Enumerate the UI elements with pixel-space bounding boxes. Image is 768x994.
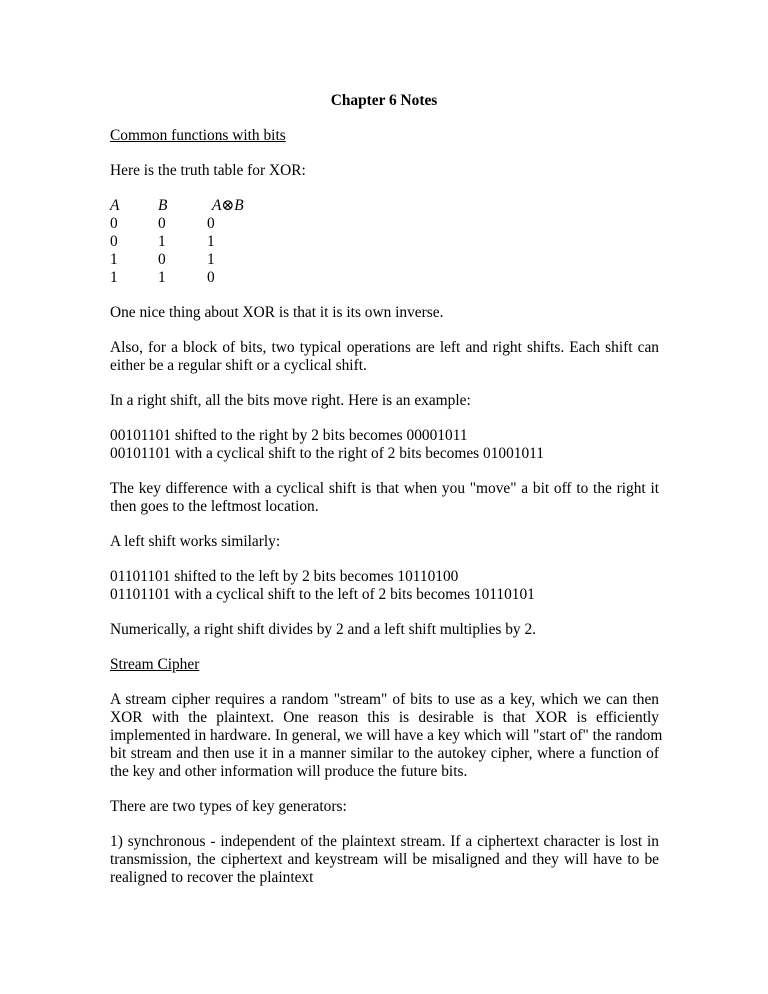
truth-table-cell: 0 xyxy=(207,215,215,232)
page-title: Chapter 6 Notes xyxy=(330,92,438,109)
truth-table-header-xor: A⊗B xyxy=(212,197,244,214)
paragraph-right-shift: In a right shift, all the bits move right. Here is an example: xyxy=(110,392,471,409)
paragraph-line: bit stream and then use it in a manner similar to the autokey cipher, where a function of xyxy=(110,745,659,762)
paragraph-numeric: Numerically, a right shift divides by 2 and a left shift multiplies by 2. xyxy=(110,621,537,638)
paragraph-line: realigned to recover the plaintext xyxy=(110,869,314,886)
truth-table-cell: 0 xyxy=(158,215,166,232)
truth-table-cell: 1 xyxy=(158,233,166,250)
paragraph-line: either be a regular shift or a cyclical shift. xyxy=(110,357,367,374)
truth-table-cell: 0 xyxy=(158,251,166,268)
paragraph-line: the key and other information will produce the future bits. xyxy=(110,763,468,780)
truth-table-cell: 1 xyxy=(158,269,166,286)
paragraph-line: then goes to the leftmost location. xyxy=(110,498,319,515)
paragraph-line: A stream cipher requires a random "stream" of bits to use as a key, which we can then xyxy=(110,691,659,708)
truth-table-cell: 1 xyxy=(110,269,118,286)
truth-table-cell: 1 xyxy=(207,251,215,268)
section-heading-common-functions: Common functions with bits xyxy=(110,127,286,144)
paragraph-line: Also, for a block of bits, two typical operations are left and right shifts. Each shift can xyxy=(110,339,659,356)
example-line: 00101101 shifted to the right by 2 bits becomes 00001011 xyxy=(110,427,468,444)
paragraph-left-shift: A left shift works similarly: xyxy=(110,533,281,550)
truth-table-header-a: A xyxy=(110,197,120,214)
paragraph-line: 1) synchronous - independent of the plaintext stream. If a ciphertext character is lost in xyxy=(110,833,659,850)
section-heading-stream-cipher: Stream Cipher xyxy=(110,656,200,673)
paragraph-key-generators: There are two types of key generators: xyxy=(110,798,347,815)
truth-table-header-b: B xyxy=(158,197,168,214)
truth-table-cell: 0 xyxy=(110,233,118,250)
paragraph-line: implemented in hardware. In general, we will have a key which will "start of" the random xyxy=(110,727,663,744)
truth-table-cell: 0 xyxy=(207,269,215,286)
truth-table-cell: 1 xyxy=(110,251,118,268)
example-line: 01101101 shifted to the left by 2 bits becomes 10110100 xyxy=(110,568,459,585)
paragraph-line: The key difference with a cyclical shift is that when you "move" a bit off to the right it xyxy=(110,480,659,497)
paragraph-inverse: One nice thing about XOR is that it is its own inverse. xyxy=(110,304,444,321)
example-line: 00101101 with a cyclical shift to the right of 2 bits becomes 01001011 xyxy=(110,445,544,462)
truth-table-cell: 0 xyxy=(110,215,118,232)
paragraph-line: XOR with the plaintext. One reason this is desirable is that XOR is efficiently xyxy=(110,709,659,726)
example-line: 01101101 with a cyclical shift to the left of 2 bits becomes 10110101 xyxy=(110,586,535,603)
paragraph-line: transmission, the ciphertext and keystream will be misaligned and they will have to be xyxy=(110,851,659,868)
truth-table-cell: 1 xyxy=(207,233,215,250)
truth-table-intro: Here is the truth table for XOR: xyxy=(110,162,306,179)
